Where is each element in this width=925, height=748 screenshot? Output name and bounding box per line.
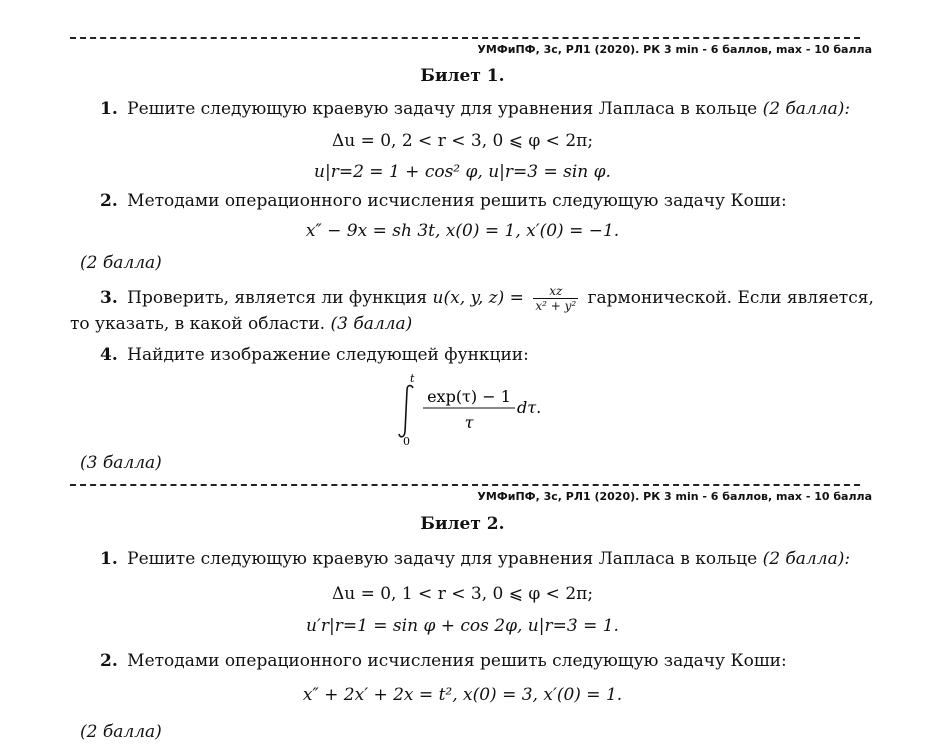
question-points: (2 балла): <box>762 99 851 119</box>
question-text: Проверить, является ли функция <box>127 288 428 308</box>
question-points: (2 балла) <box>80 722 162 742</box>
question-3-continuation <box>70 314 412 334</box>
integral-differential: dτ. <box>517 398 542 417</box>
integral-lower-limit: 0 <box>403 435 410 448</box>
question-4 <box>100 345 529 365</box>
question-number: 2. <box>100 191 118 211</box>
question-text: гармонической. Если является, <box>587 288 874 308</box>
ticket-title: Билет 1. <box>420 66 505 86</box>
question-number: 4. <box>100 345 118 365</box>
question-text: Методами операционного исчисления решить следующую задачу Коши: <box>127 651 787 671</box>
cauchy-equation: x″ − 9x = sh 3t, x(0) = 1, x′(0) = −1. <box>305 221 620 241</box>
fraction-denominator: x² + y² <box>535 299 577 313</box>
question-number: 1. <box>100 549 118 569</box>
fraction <box>533 284 578 313</box>
boundary-conditions: u|r=2 = 1 + cos² φ, u|r=3 = sin φ. <box>314 162 611 182</box>
cauchy-equation: x″ + 2x′ + 2x = t², x(0) = 3, x′(0) = 1. <box>302 685 623 705</box>
question-2 <box>100 651 787 671</box>
question-2 <box>100 191 787 211</box>
question-points: (2 балла) <box>80 253 162 273</box>
question-text: Решите следующую краевую задачу для уравнения Лапласа в кольце <box>127 99 758 119</box>
function-expression: u(x, y, z) = <box>432 288 524 308</box>
integral-upper-limit: t <box>410 372 415 385</box>
question-points: (2 балла): <box>762 549 851 569</box>
cut-line <box>70 484 860 486</box>
question-number: 2. <box>100 651 118 671</box>
fraction-numerator: xz <box>533 284 578 299</box>
integral-sign-icon <box>399 386 413 437</box>
question-text: то указать, в какой области. <box>70 314 326 334</box>
question-number: 1. <box>100 99 118 119</box>
course-header: УМФиПФ, 3с, РЛ1 (2020). РК 3 min - 6 баллов, max - 10 балла <box>477 43 872 56</box>
cut-line <box>70 37 860 39</box>
boundary-conditions: u′r|r=1 = sin φ + cos 2φ, u|r=3 = 1. <box>306 616 619 636</box>
ticket-title: Билет 2. <box>420 514 505 534</box>
equation-laplace: Δu = 0, 1 < r < 3, 0 ⩽ φ < 2π; <box>331 584 594 604</box>
question-1 <box>100 99 850 119</box>
fraction-numerator: exp(τ) − 1 <box>427 387 511 406</box>
course-header: УМФиПФ, 3с, РЛ1 (2020). РК 3 min - 6 баллов, max - 10 балла <box>477 490 872 503</box>
equation-laplace: Δu = 0, 2 < r < 3, 0 ⩽ φ < 2π; <box>331 131 594 151</box>
question-text: Решите следующую краевую задачу для уравнения Лапласа в кольце <box>127 549 758 569</box>
fraction-denominator: τ <box>464 413 474 432</box>
question-points: (3 балла) <box>330 314 413 334</box>
question-text: Методами операционного исчисления решить следующую задачу Коши: <box>127 191 787 211</box>
integral-expression <box>395 370 575 450</box>
question-text: Найдите изображение следующей функции: <box>127 345 529 365</box>
question-3 <box>100 284 874 313</box>
question-number: 3. <box>100 288 118 308</box>
question-1 <box>100 549 850 569</box>
question-points: (3 балла) <box>80 453 162 473</box>
